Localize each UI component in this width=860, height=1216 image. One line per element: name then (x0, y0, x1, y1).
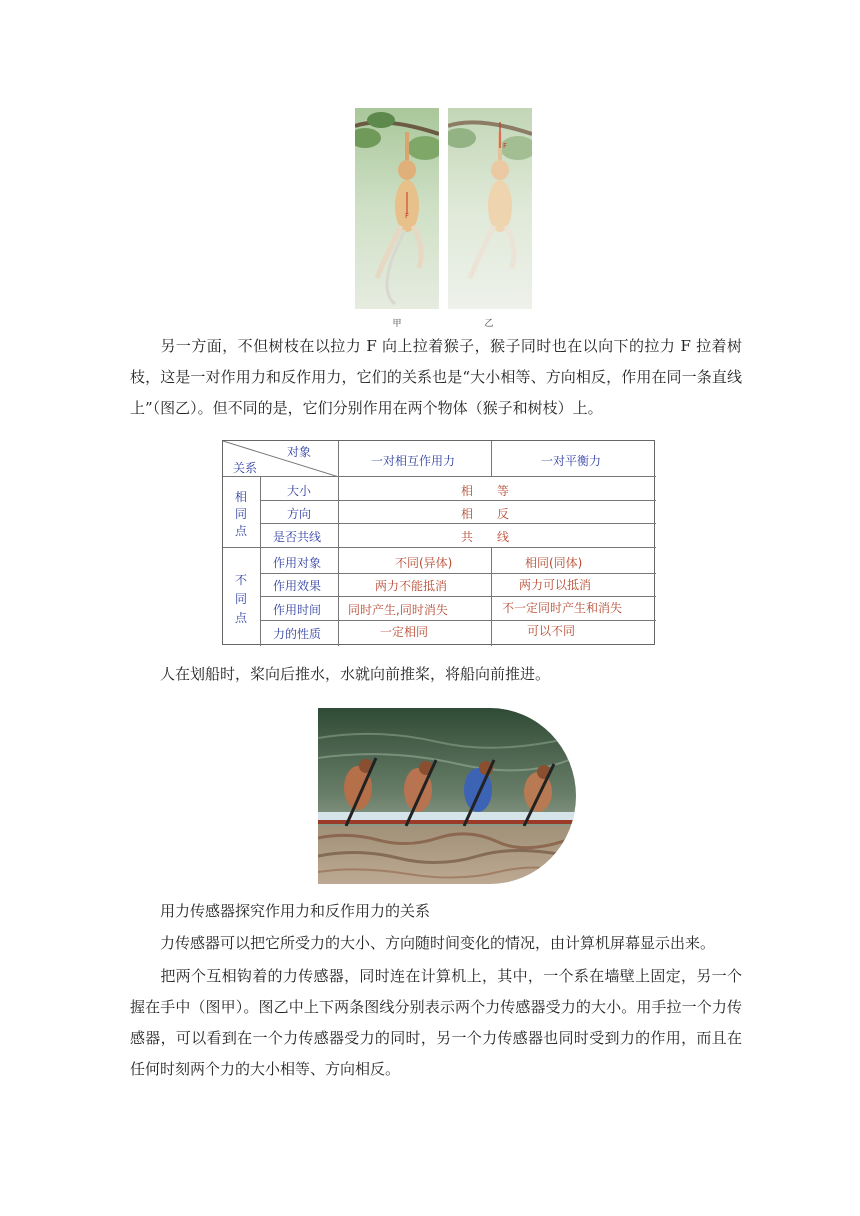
row-effect-balance: 两力可以抵消 (519, 578, 592, 592)
caption-jia: 甲 (392, 319, 402, 329)
row-object-interaction: 不同(异体) (395, 556, 453, 570)
row-label-nature: 力的性质 (273, 627, 322, 641)
row-effect-interaction: 两力不能抵消 (375, 579, 448, 593)
row-label-magnitude: 大小 (287, 484, 312, 498)
row-label-collinear: 是否共线 (273, 530, 322, 544)
row-value-magnitude: 相 等 (461, 484, 510, 498)
row-nature-balance: 可以不同 (527, 624, 576, 638)
rowing-photo (318, 708, 578, 884)
header-object: 对象 (287, 445, 312, 459)
row-time-interaction: 同时产生,同时消失 (348, 603, 448, 617)
group-different: 不同点 (235, 573, 248, 625)
row-value-collinear: 共 线 (461, 530, 510, 544)
row-label-time: 作用时间 (273, 603, 322, 617)
header-balance-force: 一对平衡力 (541, 454, 602, 468)
row-label-effect: 作用效果 (273, 579, 322, 593)
comparison-table (222, 440, 655, 645)
header-interaction-force: 一对相互作用力 (371, 454, 456, 468)
monkey-photo-left (355, 108, 439, 309)
monkey-photo-right (448, 108, 532, 309)
row-label-direction: 方向 (287, 507, 312, 521)
force-label-right: F (503, 142, 508, 150)
heading-sensor-experiment: 用力传感器探究作用力和反作用力的关系 (160, 902, 431, 920)
paragraph-sensor-detail: 把两个互相钩着的力传感器，同时连在计算机上，其中，一个系在墙壁上固定，另一个握在手中（图甲）。图乙中上下两条图线分别表示两个力传感器受力的大小。用手拉一个力传感器，可以看到在一个力传感器受力的同时，另一个力传感器也同时受到力的作用，而且在任何时刻两个力的大小相等、方向相反。 (130, 967, 742, 1078)
paragraph-monkey: 另一方面，不但树枝在以拉力 F 向上拉着猴子，猴子同时也在以向下的拉力 F 拉着树枝，这是一对作用力和反作用力，它们的关系也是“大小相等、方向相反，作用在同一条直线上”（图乙）。但不同的是，它们分别作用在两个物体（猴子和树枝）上。 (130, 337, 742, 417)
paragraph-rowing: 人在划船时，桨向后推水，水就向前推桨，将船向前推进。 (160, 665, 551, 683)
row-object-balance: 相同(同体) (525, 556, 583, 570)
row-value-direction: 相 反 (461, 507, 510, 521)
header-relation: 关系 (233, 461, 258, 475)
group-same: 相同点 (235, 490, 248, 538)
force-label-left: F (405, 212, 410, 220)
row-label-object: 作用对象 (273, 556, 322, 570)
row-nature-interaction: 一定相同 (380, 625, 429, 639)
paragraph-sensor-intro: 力传感器可以把它所受力的大小、方向随时间变化的情况，由计算机屏幕显示出来。 (160, 934, 716, 952)
row-time-balance: 不一定同时产生和消失 (502, 601, 623, 615)
caption-yi: 乙 (484, 319, 494, 329)
